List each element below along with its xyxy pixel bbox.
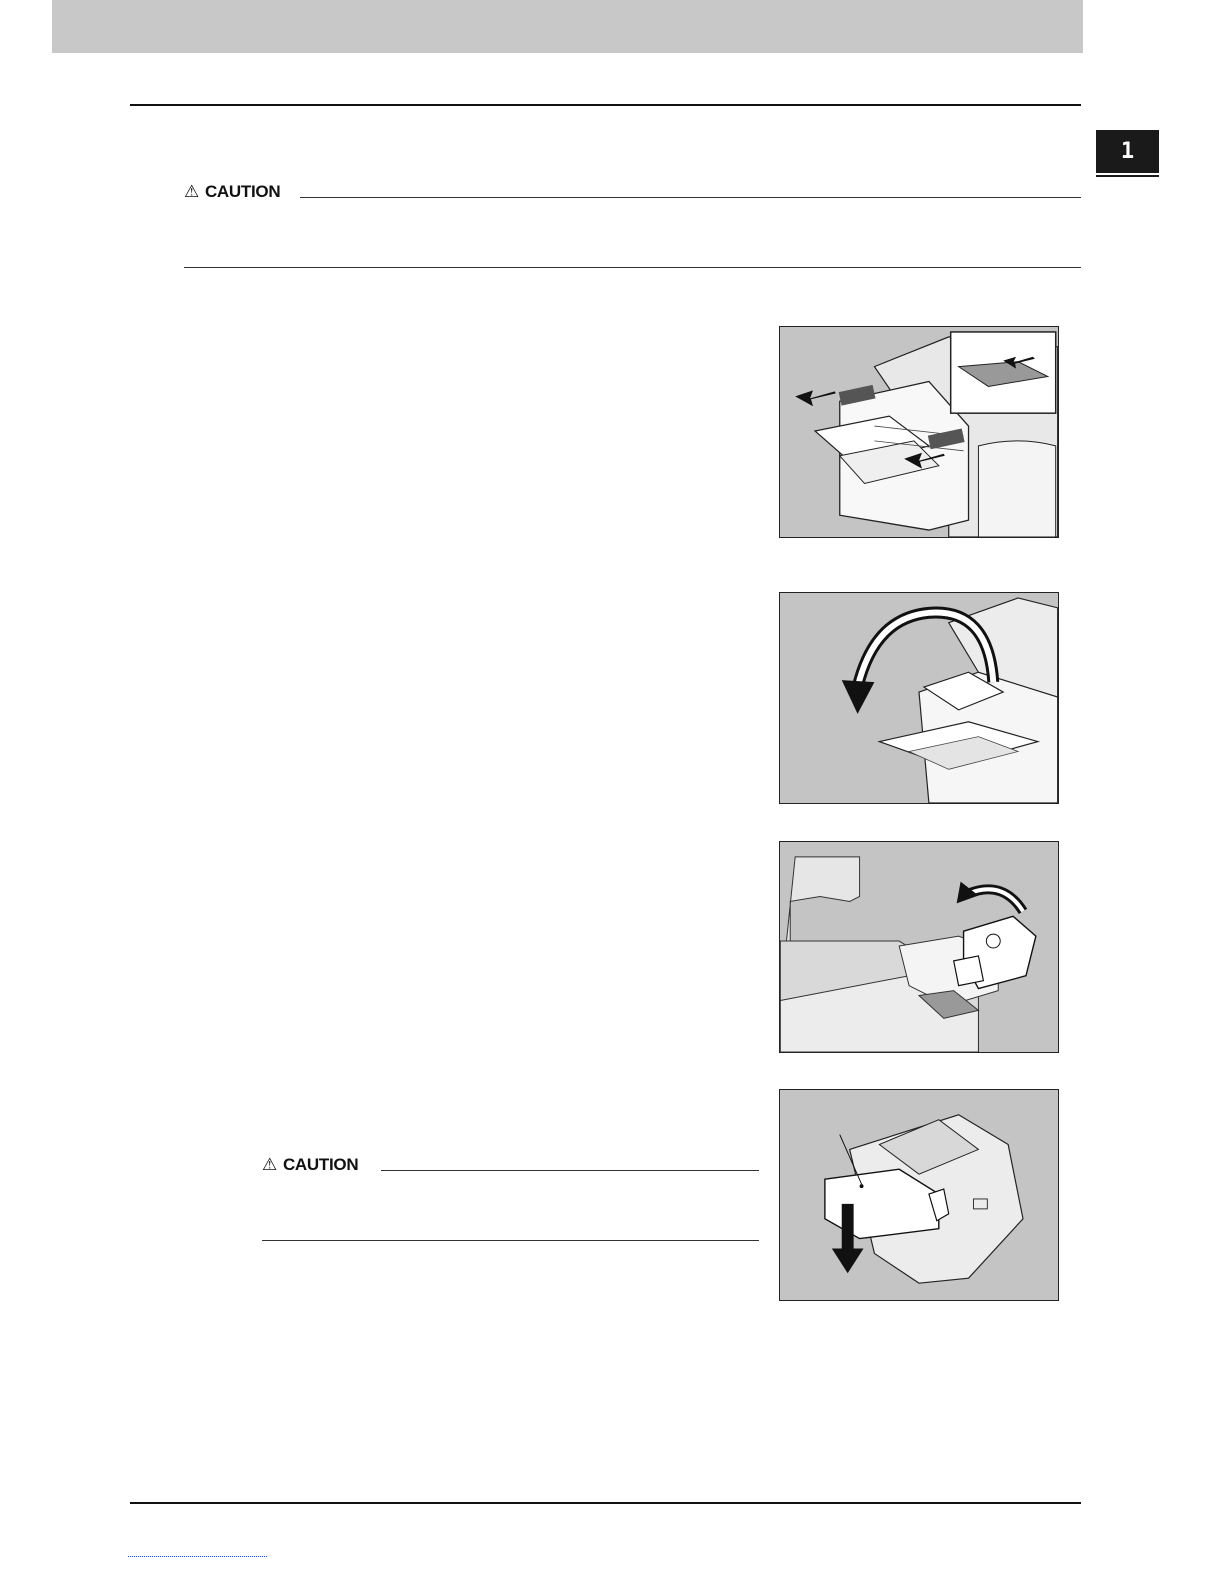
caution-bottom-rule (184, 267, 1081, 268)
step-caution-heading (262, 1155, 358, 1175)
footer-link[interactable] (128, 1556, 267, 1558)
step-caution-label: CAUTION (282, 1155, 359, 1174)
page-header-band (52, 0, 1083, 53)
chapter-tab-underline (1096, 175, 1159, 177)
caution-heading (184, 182, 280, 202)
caution-top-rule (300, 197, 1081, 198)
chapter-tab[interactable] (1096, 130, 1159, 173)
chapter-number: 1 (1120, 139, 1135, 164)
illustration-finisher-pull-out (779, 326, 1059, 538)
footer-rule (130, 1502, 1081, 1504)
step-caution-top-rule (381, 1170, 759, 1171)
illustration-stapler-lever (779, 1089, 1059, 1301)
caution-label: CAUTION (204, 182, 281, 201)
warning-triangle-icon: ⚠ (262, 1155, 277, 1174)
step-caution-bottom-rule (262, 1240, 759, 1241)
illustration-remove-staple-cartridge (779, 841, 1059, 1053)
warning-triangle-icon: ⚠ (184, 182, 199, 201)
header-rule (130, 104, 1081, 106)
illustration-open-cover (779, 592, 1059, 804)
